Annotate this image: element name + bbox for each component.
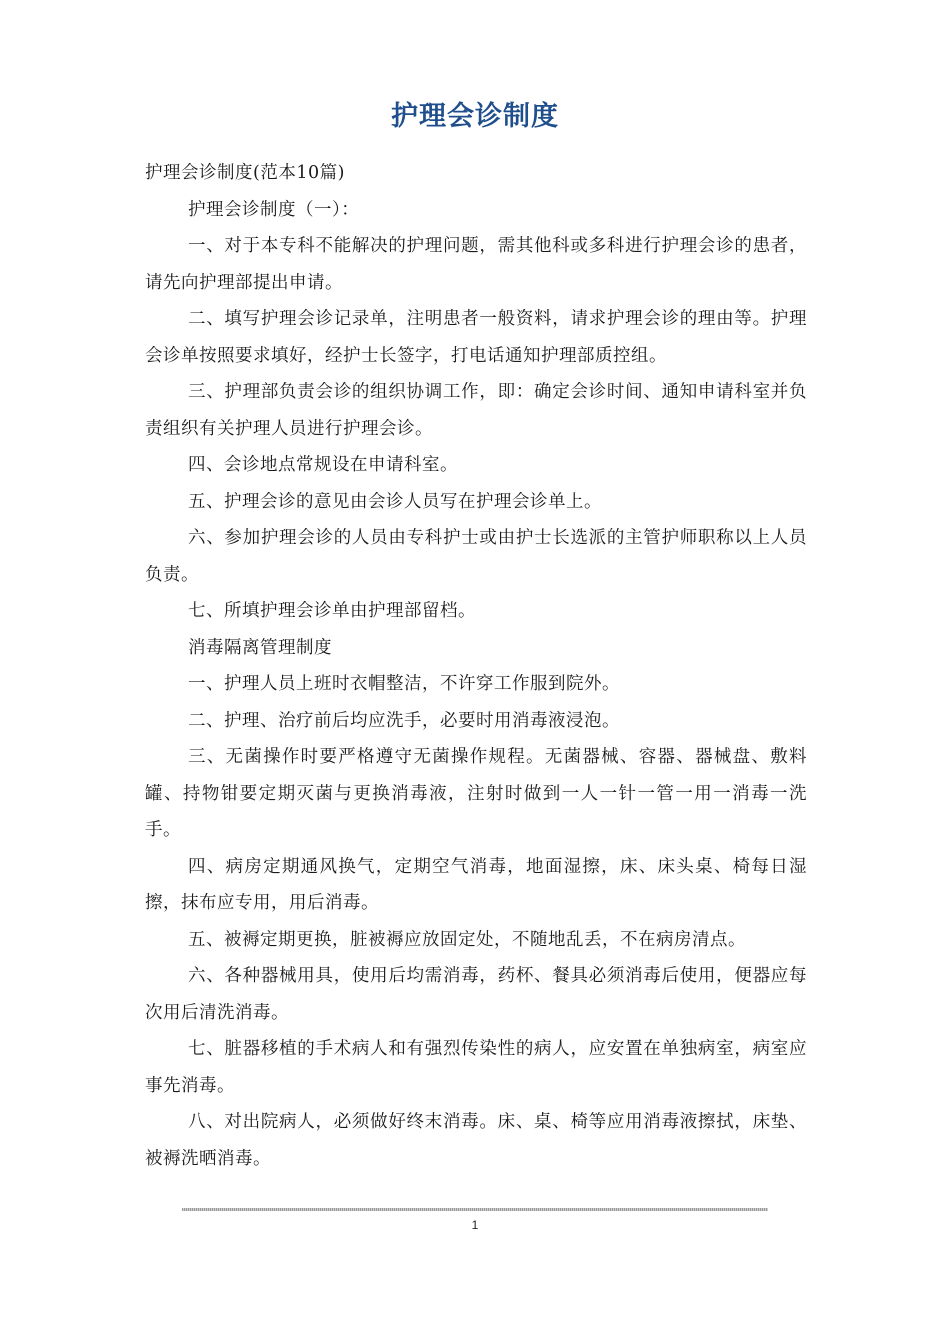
document-title: 护理会诊制度 [391, 101, 559, 132]
paragraph: 二、护理、治疗前后均应洗手，必要时用消毒液浸泡。 [188, 710, 620, 731]
paragraph: 八、对出院病人，必须做好终末消毒。床、桌、椅等应用消毒液擦拭，床垫、被褥洗晒消毒。 [145, 1112, 807, 1169]
footer-divider [182, 1208, 768, 1211]
paragraph: 护理会诊制度(范本10篇) [145, 163, 345, 183]
paragraph: 七、所填护理会诊单由护理部留档。 [188, 601, 476, 621]
paragraph: 三、无菌操作时要严格遵守无菌操作规程。无菌器械、容器、器械盘、敷料罐、持物钳要定期灭菌与更换消毒液，注射时做到一人一针一管一用一消毒一洗手。 [145, 747, 807, 840]
page-number: 1 [471, 1218, 479, 1232]
paragraph: 四、病房定期通风换气，定期空气消毒，地面湿擦，床、床头桌、椅每日湿擦，抹布应专用，用后消毒。 [145, 856, 807, 913]
paragraph: 五、护理会诊的意见由会诊人员写在护理会诊单上。 [188, 491, 602, 512]
paragraph: 七、脏器移植的手术病人和有强烈传染性的病人，应安置在单独病室，病室应事先消毒。 [145, 1039, 807, 1096]
paragraph: 三、护理部负责会诊的组织协调工作，即：确定会诊时间、通知申请科室并负责组织有关护理人员进行护理会诊。 [145, 382, 807, 439]
paragraph: 六、参加护理会诊的人员由专科护士或由护士长选派的主管护师职称以上人员负责。 [145, 528, 807, 585]
paragraph: 四、会诊地点常规设在申请科室。 [188, 455, 458, 475]
paragraph: 护理会诊制度（一）： [188, 199, 360, 220]
paragraph: 二、填写护理会诊记录单，注明患者一般资料，请求护理会诊的理由等。护理会诊单按照要求填好，经护士长签字，打电话通知护理部质控组。 [145, 309, 807, 366]
document-body [145, 155, 807, 1177]
paragraph: 六、各种器械用具，使用后均需消毒，药杯、餐具必须消毒后使用，便器应每次用后清洗消毒。 [145, 966, 807, 1023]
paragraph: 一、对于本专科不能解决的护理问题，需其他科或多科进行护理会诊的患者，请先向护理部提出申请。 [145, 236, 807, 293]
paragraph: 消毒隔离管理制度 [188, 637, 332, 658]
paragraph: 五、被褥定期更换，脏被褥应放固定处，不随地乱丢，不在病房清点。 [188, 929, 746, 950]
paragraph: 一、护理人员上班时衣帽整洁，不许穿工作服到院外。 [188, 674, 620, 694]
